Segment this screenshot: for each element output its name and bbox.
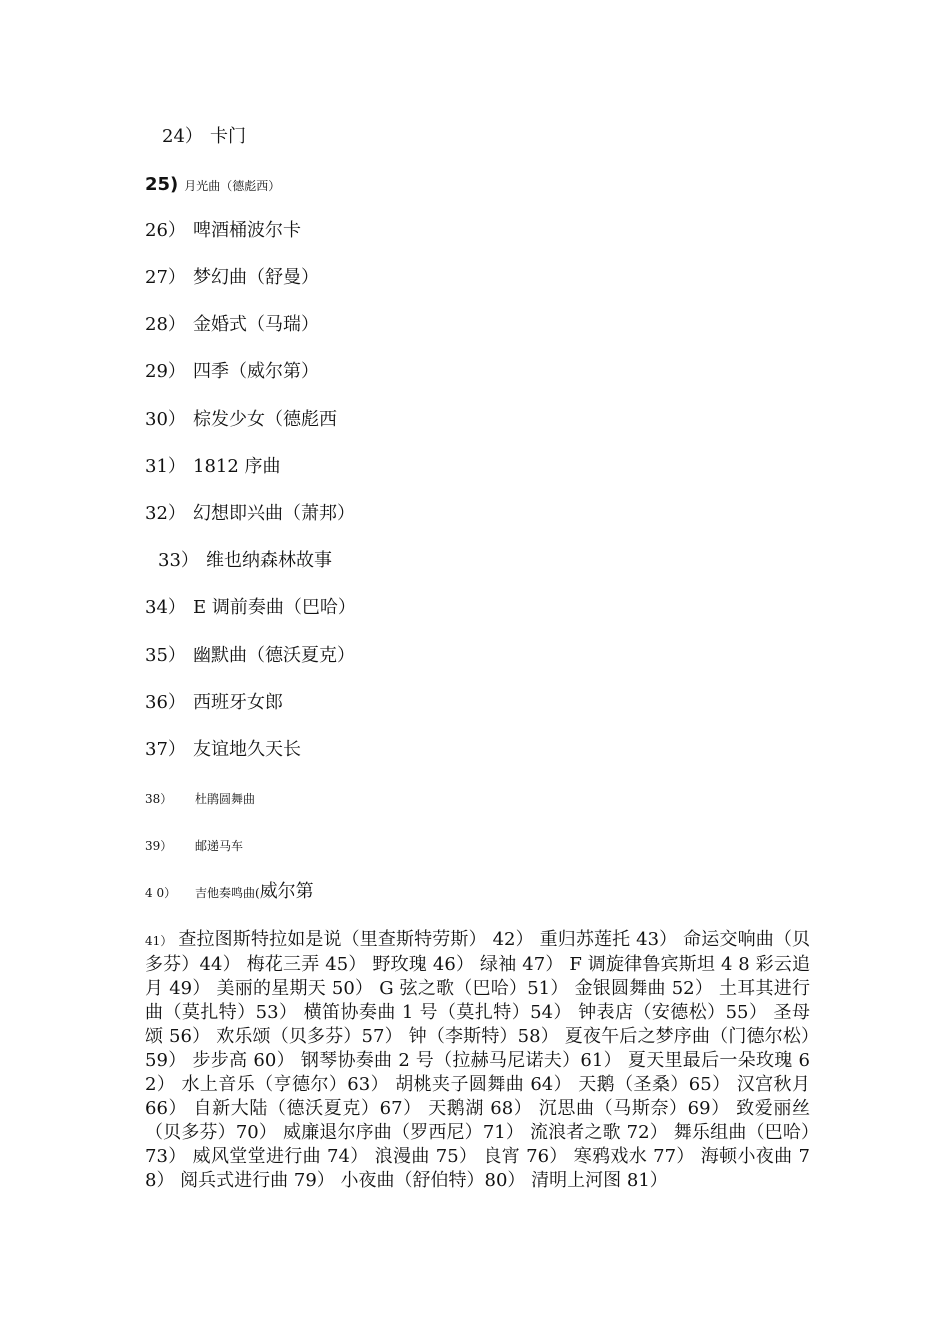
list-item [158, 549, 332, 573]
list-item [145, 313, 319, 337]
paragraph-text: 查拉图斯特拉如是说（里查斯特劳斯） 42） 重归苏莲托 43） 命运交响曲（贝多芬）44） 梅花三弄 45） 野玫瑰 46） 绿袖 47） F 调旋律鲁宾斯坦 4 8 彩云追月 49） 美丽的星期天 50） G 弦之歌（巴哈）51） 金银圆舞曲 52） 土耳其进行曲（莫扎特）53） 横笛协奏曲 1 号（莫扎特）54） 钟表店（安德松）55） 圣母颂 56） 欢乐颂（贝多芬）57） 钟（李斯特）58） 夏夜午后之梦序曲（门德尔松）59） 步步高 60） 钢琴协奏曲 2 号（拉赫马尼诺夫）61） 夏天里最后一朵玫瑰 62） 水上音乐（亨德尔）63） 胡桃夹子圆舞曲 64） 天鹅（圣桑）65） 汉宫秋月 66） 自新大陆（德沃夏克）67） 天鹅湖 68） 沉思曲（马斯奈）69） 致爱丽丝（贝多芬）70） 威廉退尔序曲（罗西尼）71） 流浪者之歌 72） 舞乐组曲（巴哈）73） 威风堂堂进行曲 74） 浪漫曲 75） 良宵 76） 寒鸦戏水 77） 海顿小夜曲 78） 阅兵式进行曲 79） 小夜曲（舒伯特）80） 清明上河图 81） [145, 929, 810, 1191]
item-number: 34） [145, 597, 186, 618]
item-title: 月光曲（德彪西） [184, 179, 281, 193]
list-item [145, 787, 255, 811]
list-item [145, 173, 280, 198]
list-item [145, 596, 356, 620]
item-title: 幽默曲（德沃夏克） [193, 645, 355, 666]
item-title: E 调前奏曲（巴哈） [193, 597, 356, 618]
list-item [145, 219, 301, 243]
item-number: 29） [145, 361, 186, 382]
item-title: 西班牙女郎 [193, 692, 283, 713]
item-title: 棕发少女（德彪西 [193, 409, 337, 430]
item-number: 36） [145, 692, 186, 713]
item-number: 24） [162, 126, 203, 147]
item-number: 33） [158, 550, 199, 571]
item-title: 卡门 [210, 126, 246, 147]
item-number: 26） [145, 220, 186, 241]
item-number: 25) [145, 174, 179, 195]
item-title: 四季（威尔第） [193, 361, 319, 382]
list-item [162, 125, 246, 149]
item-number: 37） [145, 739, 186, 760]
continued-list-paragraph [145, 928, 810, 1193]
list-item [145, 691, 283, 715]
item-title: 维也纳森林故事 [206, 550, 332, 571]
item-title: 梦幻曲（舒曼） [193, 267, 319, 288]
item-number: 4 0） [145, 886, 177, 900]
list-item [145, 502, 355, 526]
list-item [145, 408, 337, 432]
item-title-part: 威尔第 [259, 881, 314, 902]
list-item [145, 455, 281, 479]
list-item [145, 266, 319, 290]
item-title: 邮递马车 [195, 839, 244, 853]
list-item [145, 880, 314, 905]
item-number: 32） [145, 503, 186, 524]
item-number: 27） [145, 267, 186, 288]
list-item [145, 360, 319, 384]
item-number: 41） [145, 934, 173, 948]
item-title: 友谊地久天长 [193, 739, 301, 760]
item-title: 杜鹃圆舞曲 [195, 792, 256, 806]
item-number: 28） [145, 314, 186, 335]
item-title: 幻想即兴曲（萧邦） [193, 503, 355, 524]
item-number: 35） [145, 645, 186, 666]
item-number: 38） [145, 792, 173, 806]
item-number: 39） [145, 839, 173, 853]
item-number: 30） [145, 409, 186, 430]
list-item [145, 738, 301, 762]
list-item [145, 834, 243, 858]
item-title: 1812 序曲 [193, 456, 281, 477]
item-number: 31） [145, 456, 186, 477]
item-title: 金婚式（马瑞） [193, 314, 319, 335]
item-title: 啤酒桶波尔卡 [193, 220, 301, 241]
item-title-part: 吉他奏鸣曲( [195, 886, 260, 900]
list-item [145, 644, 355, 668]
